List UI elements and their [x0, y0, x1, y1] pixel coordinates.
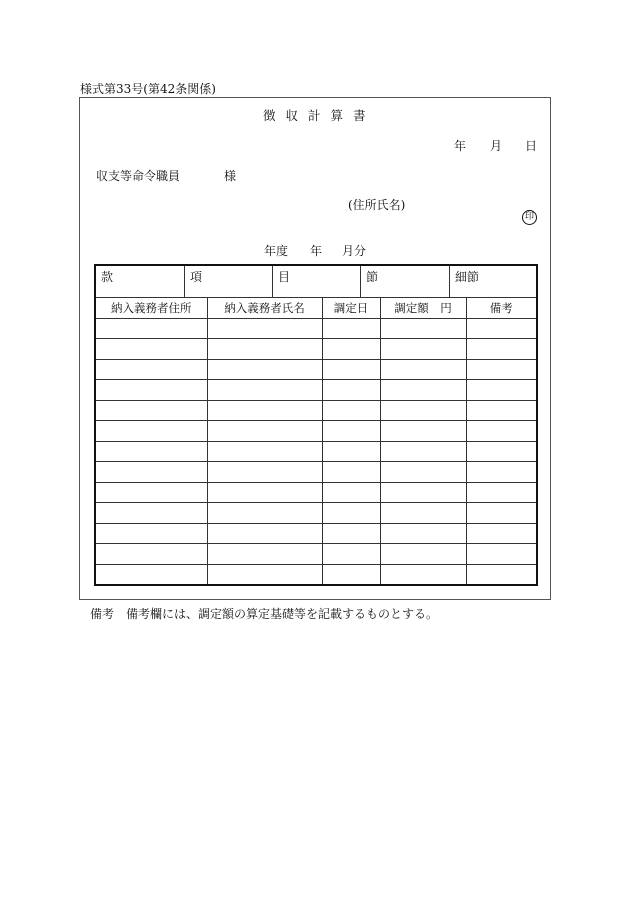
cell-remarks[interactable]	[466, 318, 536, 339]
cell-remarks[interactable]	[466, 544, 536, 565]
cell-payer-address[interactable]	[96, 544, 207, 565]
cell-payer-name[interactable]	[207, 380, 322, 401]
cell-payer-name[interactable]	[207, 482, 322, 503]
cell-assessment-date[interactable]	[322, 380, 380, 401]
cell-assessment-amount[interactable]	[380, 564, 466, 584]
cell-payer-name[interactable]	[207, 421, 322, 442]
cell-assessment-date[interactable]	[322, 359, 380, 380]
cell-payer-address[interactable]	[96, 564, 207, 584]
cell-assessment-amount[interactable]	[380, 421, 466, 442]
cell-assessment-amount[interactable]	[380, 339, 466, 360]
cell-assessment-date[interactable]	[322, 339, 380, 360]
cell-assessment-date[interactable]	[322, 482, 380, 503]
cell-payer-address[interactable]	[96, 441, 207, 462]
date-day-label: 日	[525, 139, 538, 153]
table-row	[96, 482, 536, 503]
cell-remarks[interactable]	[466, 462, 536, 483]
entries-table	[96, 298, 536, 584]
date-month-label: 月	[490, 139, 503, 153]
cell-assessment-date[interactable]	[322, 503, 380, 524]
cell-payer-address[interactable]	[96, 339, 207, 360]
table-row	[96, 380, 536, 401]
cell-assessment-date[interactable]	[322, 441, 380, 462]
cell-remarks[interactable]	[466, 564, 536, 584]
collection-ledger	[94, 264, 538, 586]
column-header-payer-address: 納入義務者住所	[96, 298, 207, 318]
address-name-label: (住所氏名)	[348, 198, 406, 212]
cell-assessment-amount[interactable]	[380, 544, 466, 565]
cell-payer-address[interactable]	[96, 400, 207, 421]
date-year-label: 年	[454, 139, 467, 153]
table-row	[96, 318, 536, 339]
cell-assessment-amount[interactable]	[380, 359, 466, 380]
cell-remarks[interactable]	[466, 523, 536, 544]
cell-assessment-date[interactable]	[322, 318, 380, 339]
budget-category-row	[96, 266, 536, 298]
cell-assessment-amount[interactable]	[380, 482, 466, 503]
column-header-remarks: 備考	[466, 298, 536, 318]
cell-remarks[interactable]	[466, 482, 536, 503]
table-row	[96, 421, 536, 442]
table-row	[96, 400, 536, 421]
cell-payer-address[interactable]	[96, 318, 207, 339]
cell-assessment-date[interactable]	[322, 564, 380, 584]
cell-payer-address[interactable]	[96, 380, 207, 401]
cell-remarks[interactable]	[466, 503, 536, 524]
footnote-label: 備考	[90, 607, 115, 621]
cell-assessment-date[interactable]	[322, 400, 380, 421]
cell-assessment-date[interactable]	[322, 462, 380, 483]
cell-payer-name[interactable]	[207, 523, 322, 544]
cell-payer-address[interactable]	[96, 503, 207, 524]
cell-assessment-amount[interactable]	[380, 523, 466, 544]
cell-assessment-amount[interactable]	[380, 380, 466, 401]
cell-payer-name[interactable]	[207, 400, 322, 421]
period-line	[264, 242, 366, 259]
cell-remarks[interactable]	[466, 421, 536, 442]
cell-assessment-date[interactable]	[322, 421, 380, 442]
date-line	[454, 137, 537, 154]
form-title: 徴収計算書	[263, 108, 376, 123]
cell-assessment-amount[interactable]	[380, 503, 466, 524]
column-header-assessment-amount: 調定額 円	[380, 298, 466, 318]
table-row	[96, 441, 536, 462]
cell-payer-name[interactable]	[207, 503, 322, 524]
table-row	[96, 339, 536, 360]
column-header-row	[96, 298, 536, 318]
category-moku: 目	[273, 266, 361, 297]
cell-payer-address[interactable]	[96, 359, 207, 380]
table-row	[96, 544, 536, 565]
cell-payer-name[interactable]	[207, 462, 322, 483]
period-year-label: 年	[310, 244, 323, 258]
cell-payer-name[interactable]	[207, 339, 322, 360]
category-saisetsu: 細節	[455, 270, 480, 284]
cell-payer-address[interactable]	[96, 421, 207, 442]
cell-payer-name[interactable]	[207, 359, 322, 380]
column-header-payer-name: 納入義務者氏名	[207, 298, 322, 318]
cell-assessment-amount[interactable]	[380, 462, 466, 483]
cell-remarks[interactable]	[466, 400, 536, 421]
footnote-text: 備考欄には、調定額の算定基礎等を記載するものとする。	[126, 607, 439, 621]
cell-remarks[interactable]	[466, 359, 536, 380]
cell-payer-name[interactable]	[207, 544, 322, 565]
cell-assessment-amount[interactable]	[380, 400, 466, 421]
cell-assessment-date[interactable]	[322, 523, 380, 544]
cell-remarks[interactable]	[466, 380, 536, 401]
cell-payer-name[interactable]	[207, 441, 322, 462]
cell-remarks[interactable]	[466, 441, 536, 462]
cell-payer-address[interactable]	[96, 523, 207, 544]
footnote	[90, 605, 438, 622]
recipient-label: 収支等命令職員	[96, 169, 181, 183]
cell-payer-address[interactable]	[96, 482, 207, 503]
cell-payer-name[interactable]	[207, 318, 322, 339]
cell-assessment-amount[interactable]	[380, 441, 466, 462]
cell-assessment-amount[interactable]	[380, 318, 466, 339]
seal-mark: 印	[522, 210, 537, 225]
category-setsu: 節	[361, 266, 450, 297]
table-row	[96, 523, 536, 544]
table-row	[96, 564, 536, 584]
table-row	[96, 503, 536, 524]
form-number: 様式第33号(第42条関係)	[80, 82, 216, 96]
table-row	[96, 462, 536, 483]
cell-assessment-date[interactable]	[322, 544, 380, 565]
category-kan: 款	[96, 266, 185, 297]
column-header-assessment-date: 調定日	[322, 298, 380, 318]
category-kou: 項	[185, 266, 273, 297]
fiscal-year-label: 年度	[264, 244, 289, 258]
table-row	[96, 359, 536, 380]
cell-payer-address[interactable]	[96, 462, 207, 483]
cell-payer-name[interactable]	[207, 564, 322, 584]
honorific-label: 様	[224, 169, 237, 183]
cell-remarks[interactable]	[466, 339, 536, 360]
period-month-label: 月分	[342, 244, 367, 258]
